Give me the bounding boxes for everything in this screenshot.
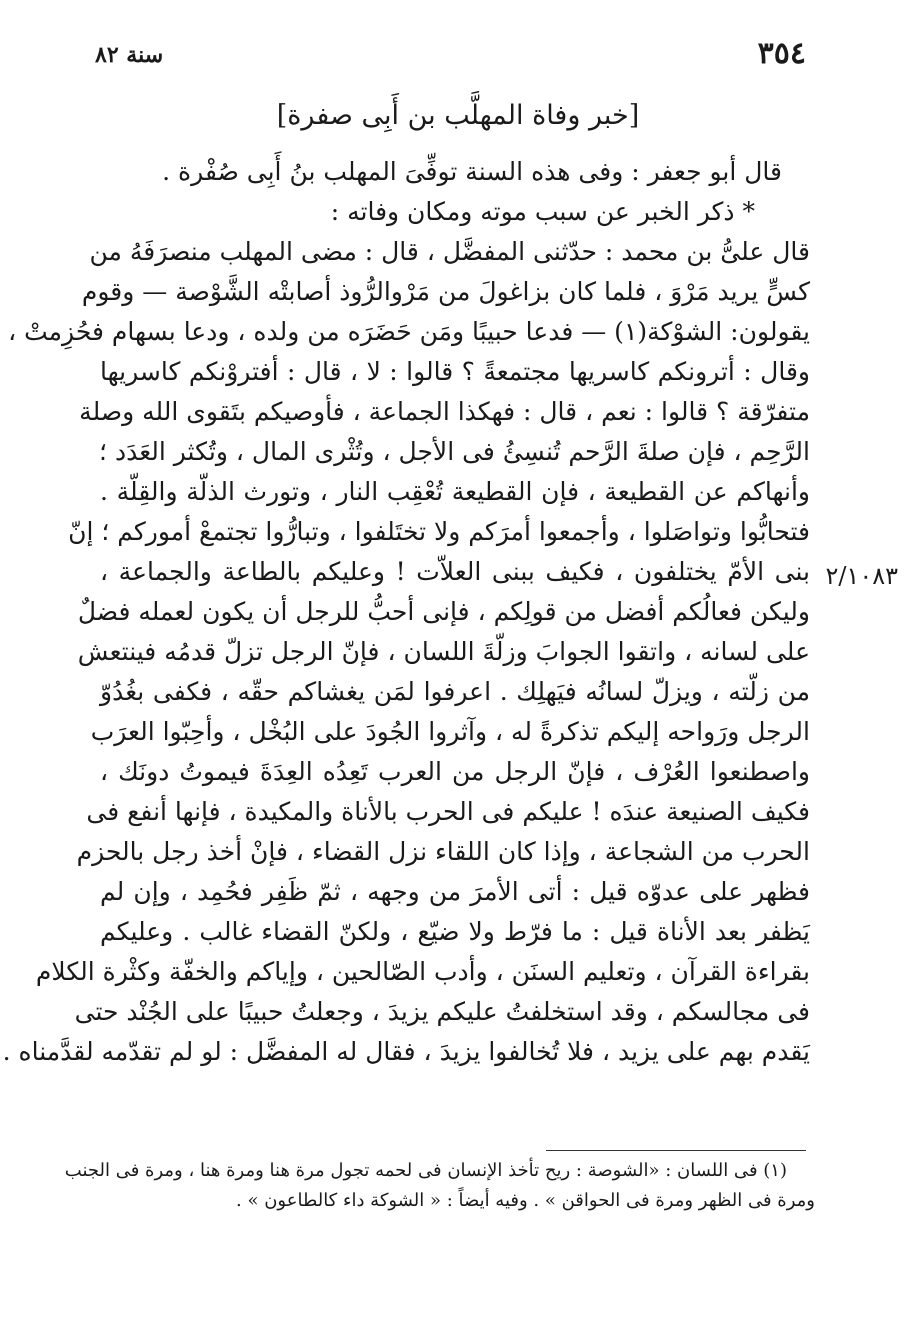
footnotes bbox=[64, 1156, 815, 1216]
body-line: وقال : أترونكم كاسريها مجتمعةً ؟ قالوا : لا ، قال : أفتروْنكم كاسريها bbox=[100, 357, 810, 386]
body-line: يقولون: الشوْكة(١) — فدعا حبيبًا ومَن حَضَرَه من ولده ، ودعا بسهام فحُزِمتْ ، bbox=[8, 317, 810, 346]
body-line: متفرّقة ؟ قالوا : نعم ، قال : فهكذا الجماعة ، فأوصيكم بتَقوى الله وصلة bbox=[79, 397, 810, 426]
body-line: الرَّحِم ، فإن صلةَ الرَّحم تُنسِئُ فى الأجل ، وتُثْرى المال ، وتُكثر العَدَد ؛ bbox=[99, 437, 810, 466]
body-line: فظهر على عدوّه قيل : أتى الأمرَ من وجهه ، ثمّ ظَفِر فحُمِد ، وإن لم bbox=[100, 877, 810, 906]
body-line: كسٍّ يريد مَرْوَ ، فلما كان بزاغولَ من مَرْوالرُّوذ أصابتْه الشَّوْصة — وقوم bbox=[81, 277, 810, 306]
body-text bbox=[2, 152, 810, 1072]
body-line: الرجل ورَواحه إليكم تذكرةً له ، وآثروا الجُودَ على البُخْل ، وأحِبّوا العرَب bbox=[90, 717, 810, 746]
page-number: ٣٥٤ bbox=[757, 36, 806, 71]
body-line: واصطنعوا العُرْف ، فإنّ الرجل من العرب تَعِدُه العِدَةَ فيموتُ دونَك ، bbox=[100, 757, 810, 786]
body-line: فكيف الصنيعة عندَه ! عليكم فى الحرب بالأناة والمكيدة ، فإنها أنفع فى bbox=[86, 797, 810, 826]
body-line: يَقدم بهم على يزيد ، فلا تُخالفوا يزيدَ ، فقال له المفضَّل : لو لم تقدّمه لقدَّمناه . bbox=[2, 1037, 810, 1066]
running-head bbox=[95, 36, 806, 76]
footnote-divider bbox=[546, 1150, 806, 1151]
margin-page-reference: ٢/١٠٨٣ bbox=[825, 562, 898, 590]
footnote-line: ومرة فى الظهر ومرة فى الحواقن » . وفيه أيضاً : « الشوكة داء كالطاعون » . bbox=[236, 1190, 815, 1211]
body-line: يَظفر بعد الأناة قيل : ما فرّط ولا ضيّع ، ولكنّ القضاء غالب . وعليكم bbox=[100, 917, 810, 946]
body-line: الحرب من الشجاعة ، وإذا كان اللقاء نزل القضاء ، فإنْ أخذ رجل بالحزم bbox=[76, 837, 810, 866]
body-line: بقراءة القرآن ، وتعليم السنَن ، وأدب الصّالحين ، وإياكم والخفّة وكثْرة الكلام bbox=[35, 957, 810, 986]
footnote-line: (١) فى اللسان : «الشوصة : ريح تأخذ الإنسان فى لحمه تجول مرة هنا ومرة هنا ، ومرة فى الجنب bbox=[64, 1160, 787, 1181]
body-line: قال علىُّ بن محمد : حدّثنى المفضَّل ، قال : مضى المهلب منصرَفَهُ من bbox=[89, 237, 810, 266]
body-line: على لسانه ، واتقوا الجوابَ وزلّةَ اللسان ، فإنّ الرجل تزلّ قدمُه فينتعش bbox=[77, 637, 810, 666]
section-title: [خبر وفاة المهلَّب بن أَبِى صفرة] bbox=[276, 100, 640, 131]
body-line: وأنهاكم عن القطيعة ، فإن القطيعة تُعْقِب النار ، وتورث الذلّة والقِلّة . bbox=[100, 477, 810, 506]
body-line: قال أبو جعفر : وفى هذه السنة توفِّىَ المهلب بنُ أَبِى صُفْرة . bbox=[162, 157, 782, 186]
body-line: * ذكر الخبر عن سبب موته ومكان وفاته : bbox=[330, 197, 755, 226]
body-line: من زلّته ، ويزلّ لسانُه فيَهلِك . اعرفوا لمَن يغشاكم حقّه ، فكفى بغُدُوّ bbox=[100, 677, 810, 706]
body-line: وليكن فعالُكم أفضل من قولِكم ، فإنى أحبُّ للرجل أن يكون لعمله فضلٌ bbox=[77, 597, 810, 626]
year-label: سنة ٨٢ bbox=[95, 42, 164, 68]
body-line: فتحابُّوا وتواصَلوا ، وأجمعوا أمرَكم ولا تختَلفوا ، وتبارُّوا تجتمعْ أموركم ؛ إنّ bbox=[68, 517, 810, 546]
body-line: فى مجالسكم ، وقد استخلفتُ عليكم يزيدَ ، وجعلتُ حبيبًا على الجُنْد حتى bbox=[74, 997, 810, 1026]
body-line: بنى الأمّ يختلفون ، فكيف ببنى العلاّت ! وعليكم بالطاعة والجماعة ، bbox=[100, 557, 810, 586]
